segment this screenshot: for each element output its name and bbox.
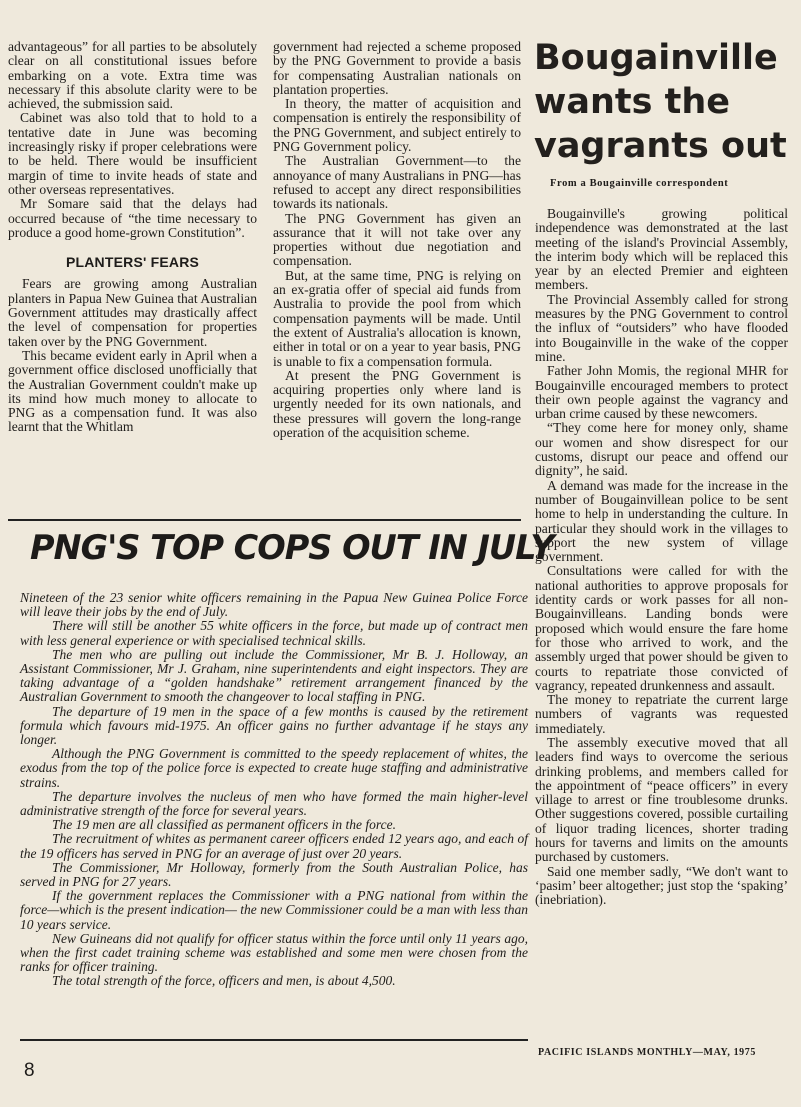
paragraph: The money to repatriate the current large numbers of vagrants was requested immediately. xyxy=(535,692,788,736)
folio: PACIFIC ISLANDS MONTHLY—MAY, 1975 xyxy=(538,1047,756,1058)
paragraph: The 19 men are all classified as permanent officers in the force. xyxy=(52,817,396,833)
paragraph: A demand was made for the increase in the number of Bougainvillean police to be sent home to help in understanding the culture. In particular they should work in the villages to support the new system of village government. xyxy=(535,477,788,565)
paragraph: government had rejected a scheme proposed by the PNG Government to provide a basis for compensating Australian nationals on plantation properties. xyxy=(273,39,521,97)
paragraph: The assembly executive moved that all leaders find ways to overcome the serious drinking problems, and members called for the appointment of “peace officers” in every village to arrest or fine troublesome drunks. Other suggestions covered, possible curtailing of liquor trading licences, shorter trading hours for taverns and limits on the amounts purchased by customers. xyxy=(535,734,788,865)
paragraph: But, at the same time, PNG is relying on an ex-gratia offer of special aid funds from Australia to provide the pool from which compensation payments will be made. Until the extent of Australia's allocation is known, either in total or on a year to year basis, PNG is unable to fix a compensation formula. xyxy=(273,267,521,369)
article-column-2 xyxy=(273,40,521,440)
paragraph: Consultations were called for with the national authorities to approve proposals for identity cards or work passes for all non-Bougainvilleans. Landing bonds were proposed which would ensure the fare home for those who arrived to work, and the assembly urged that power should be given to courts to repatriate those convicted of vagrancy, repeated drunkenness and assault. xyxy=(535,563,788,693)
byline: From a Bougainville correspondent xyxy=(550,178,729,189)
subheading-planters-fears: PLANTERS' FEARS xyxy=(65,254,200,271)
paragraph: If the government replaces the Commissioner with a PNG national from within the force—which is the present indication— the new Commissioner could be a man with less than 10 years service. xyxy=(20,888,528,932)
paragraph: Bougainville's growing political independence was demonstrated at the last meeting of the island's Provincial Assembly, the interim body which will be replaced this year by an elected Premier and eighteen members. xyxy=(535,206,788,293)
paragraph: advantageous” for all parties to be absolutely clear on all constitutional issues before embarking on a vote. Extra time was necessary if this absolute clarity were to be achieved, the submission said. xyxy=(8,39,257,112)
paragraph: Mr Somare said that the delays had occurred because of “the time necessary to produce a good home-grown Constitution”. xyxy=(8,196,257,240)
paragraph: Cabinet was also told that to hold to a tentative date in June was becoming increasingly risky if proper celebrations were to be held. There would be insufficient margin of time to invite heads of state and other overseas representatives. xyxy=(8,110,257,197)
headline-bougainville xyxy=(534,36,794,168)
paragraph: The Provincial Assembly called for strong measures by the PNG Government to control the influx of “outsiders” who have flooded into Bougainville in the wake of the copper mine. xyxy=(535,291,788,364)
headline-png-top-cops: PNG'S TOP COPS OUT IN JULY xyxy=(30,528,554,567)
paragraph: The recruitment of whites as permanent career officers ended 12 years ago, and each of the 19 officers has served in PNG for an average of just over 20 years. xyxy=(20,831,528,861)
headline-line: wants the xyxy=(534,82,731,122)
article-column-3 xyxy=(535,207,788,908)
paragraph: There will still be another 55 white officers in the force, but made up of contract men with less general experience or with specialised technical skills. xyxy=(20,618,528,648)
paragraph: The PNG Government has given an assurance that it will not take over any properties without due negotiation and compensation. xyxy=(273,210,521,269)
paragraph: Nineteen of the 23 senior white officers remaining in the Papua New Guinea Police Force will leave their jobs by the end of July. xyxy=(20,590,528,620)
paragraph: “They come here for money only, shame our women and show disrespect for our customs, disrupt our peace and offend our dignity”, he said. xyxy=(535,420,788,479)
paragraph: The Australian Government—to the annoyance of many Australians in PNG—has refused to accept any direct responsibilities towards its nationals. xyxy=(273,153,521,212)
paragraph: Although the PNG Government is committed to the speedy replacement of whites, the exodus from the top of the police force is expected to create huge staffing and administrative strains. xyxy=(20,746,528,790)
paragraph: Father John Momis, the regional MHR for Bougainville encouraged members to protect their own people against the vagrancy and urban crime caused by these newcomers. xyxy=(535,363,788,422)
divider-rule xyxy=(8,519,521,521)
paragraph: Said one member sadly, “We don't want to ‘pasim’ beer altogether; just stop the ‘spaking’ (inebriation). xyxy=(535,863,788,908)
paragraph: In theory, the matter of acquisition and compensation is entirely the responsibility of the PNG Government, and subject entirely to PNG Government policy. xyxy=(273,96,521,155)
divider-rule xyxy=(20,1039,528,1041)
paragraph: The departure involves the nucleus of men who have formed the main higher-level administrative strength of the force for several years. xyxy=(20,788,528,819)
headline-line: Bougainville xyxy=(534,38,778,78)
paragraph: Fears are growing among Australian planters in Papua New Guinea that Australian Government attitudes may drastically affect the level of compensation for properties taken over by the PNG Government. xyxy=(8,276,257,349)
article-cops xyxy=(20,591,528,989)
paragraph: At present the PNG Government is acquiring properties only where land is urgently needed for its own nationals, and these pressures will govern the long-range operation of the acquisition scheme. xyxy=(273,367,521,441)
paragraph: The Commissioner, Mr Holloway, formerly from the South Australian Police, has served in PNG for 27 years. xyxy=(20,859,528,890)
paragraph: The men who are pulling out include the Commissioner, Mr B. J. Holloway, an Assistant Commissioner, Mr J. Graham, nine superintendents and eight inspectors. They are taking advantage of a “golden handshake” retirement arrangement financed by the Australian Government to smooth the changeover to local staffing in PNG. xyxy=(20,646,528,705)
page-number: 8 xyxy=(24,1060,35,1081)
paragraph: The departure of 19 men in the space of a few months is caused by the retirement formula which favours mid-1975. An officer gains no further advantage if he stays any longer. xyxy=(20,703,528,748)
article-column-1 xyxy=(8,40,257,435)
paragraph: The total strength of the force, officers and men, is about 4,500. xyxy=(52,973,396,989)
headline-line: vagrants out xyxy=(534,126,787,166)
paragraph: This became evident early in April when a government office disclosed unofficially that the Australian Government couldn't make up its mind how much money to allocate to PNG as a compensation fund. It was also learnt that the Whitlam xyxy=(8,347,257,435)
paragraph: New Guineans did not qualify for officer status within the force until only 11 years ago, when the first cadet training scheme was established and some men were chosen from the ranks for officer training. xyxy=(20,930,528,975)
